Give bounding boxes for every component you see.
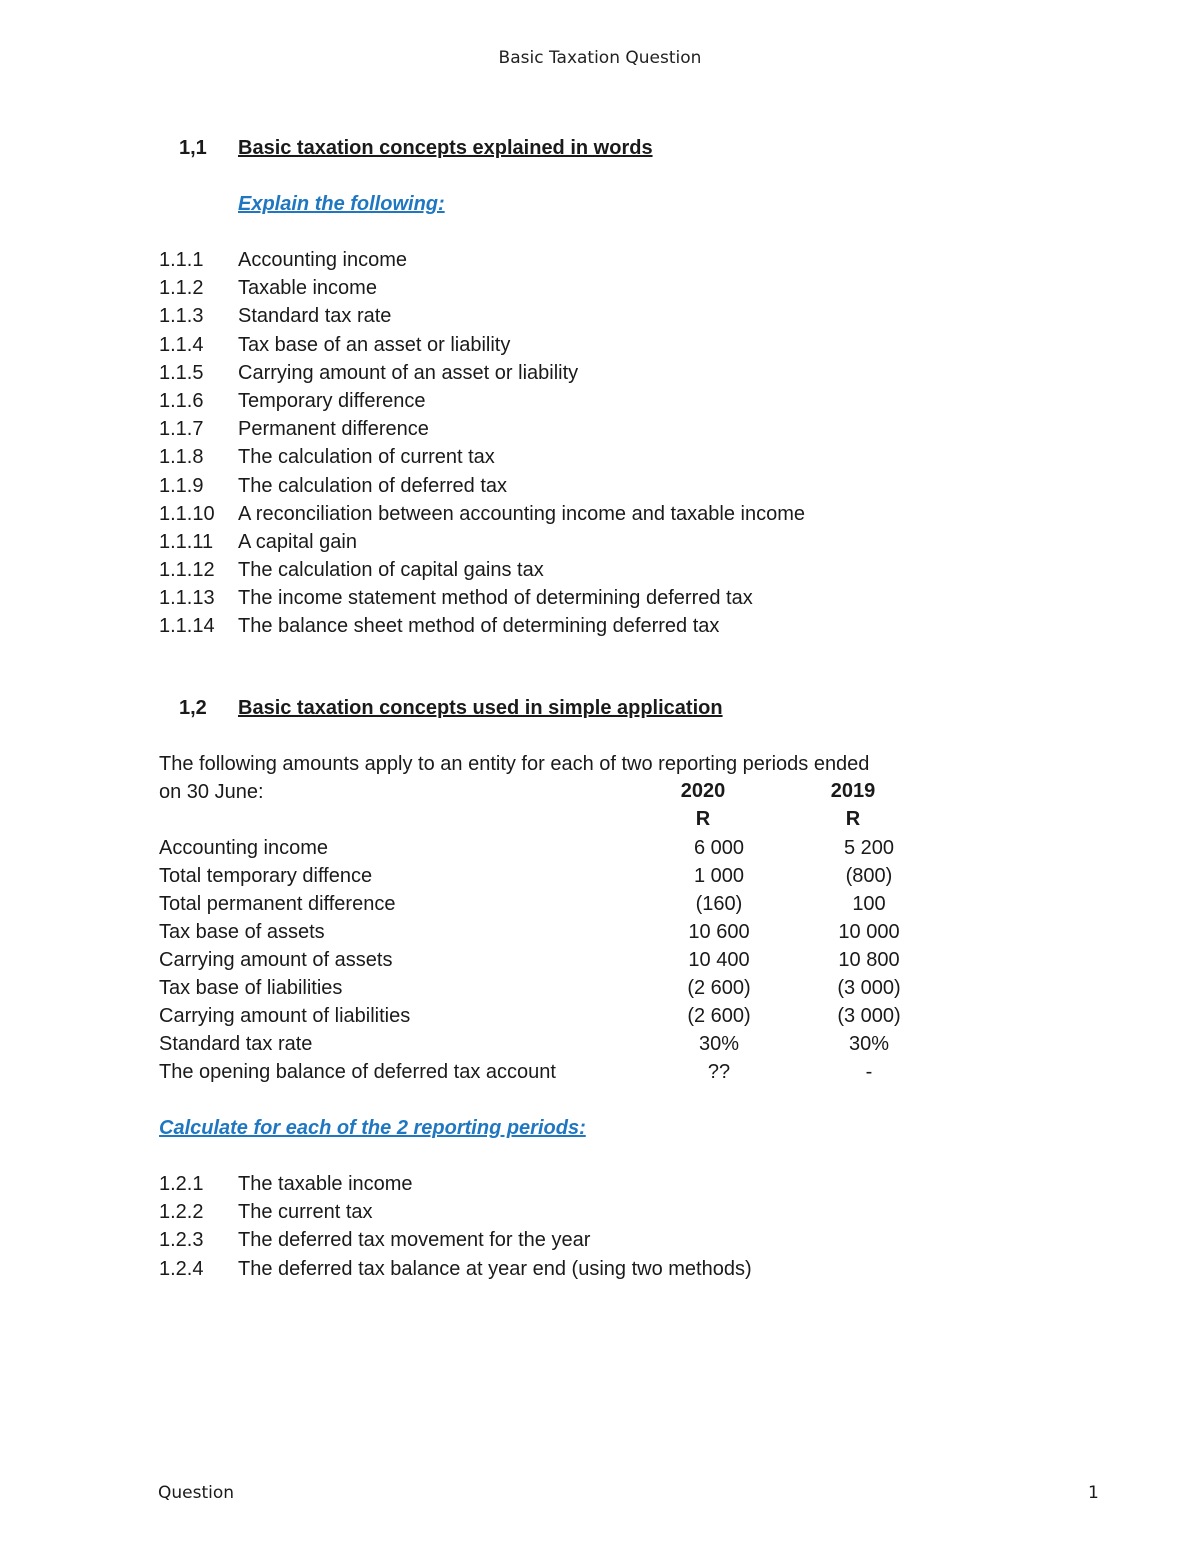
calculation-instruction: Calculate for each of the 2 reporting periods: (159, 1117, 586, 1139)
page-number: 1 (1088, 1483, 1099, 1503)
amounts-table (159, 834, 959, 1086)
section-number: 1,2 (179, 697, 207, 719)
page-header: Basic Taxation Question (498, 48, 702, 68)
year-header-2020: 2020 (680, 780, 726, 802)
intro-line-2: on 30 June: (159, 781, 264, 804)
section-title: Basic taxation concepts used in simple application (238, 697, 723, 719)
footer-label: Question (158, 1483, 235, 1503)
currency-header-2019: R (845, 808, 861, 830)
table-row: Tax base of liabilities (2 600) (3 000) (159, 977, 901, 999)
table-row: Total temporary diffence 1 000 (800) (159, 865, 893, 887)
year-header-2019: 2019 (830, 780, 876, 802)
currency-header-2020: R (695, 808, 711, 830)
section-number: 1,1 (179, 137, 207, 159)
table-row: Total permanent difference (160) 100 (159, 893, 886, 915)
table-row: Accounting income 6 000 5 200 (159, 837, 895, 859)
table-row: Standard tax rate 30% 30% (159, 1033, 890, 1055)
table-row: Carrying amount of liabilities (2 600) (3 000) (159, 1005, 901, 1027)
table-row: The opening balance of deferred tax account ?? - (159, 1061, 873, 1083)
section-instruction: Explain the following: (238, 193, 445, 215)
table-row: Carrying amount of assets 10 400 10 800 (159, 949, 900, 971)
section-title: Basic taxation concepts explained in words (238, 137, 653, 159)
intro-line-1: The following amounts apply to an entity for each of two reporting periods ended (159, 753, 870, 775)
table-row: Tax base of assets 10 600 10 000 (159, 921, 900, 943)
